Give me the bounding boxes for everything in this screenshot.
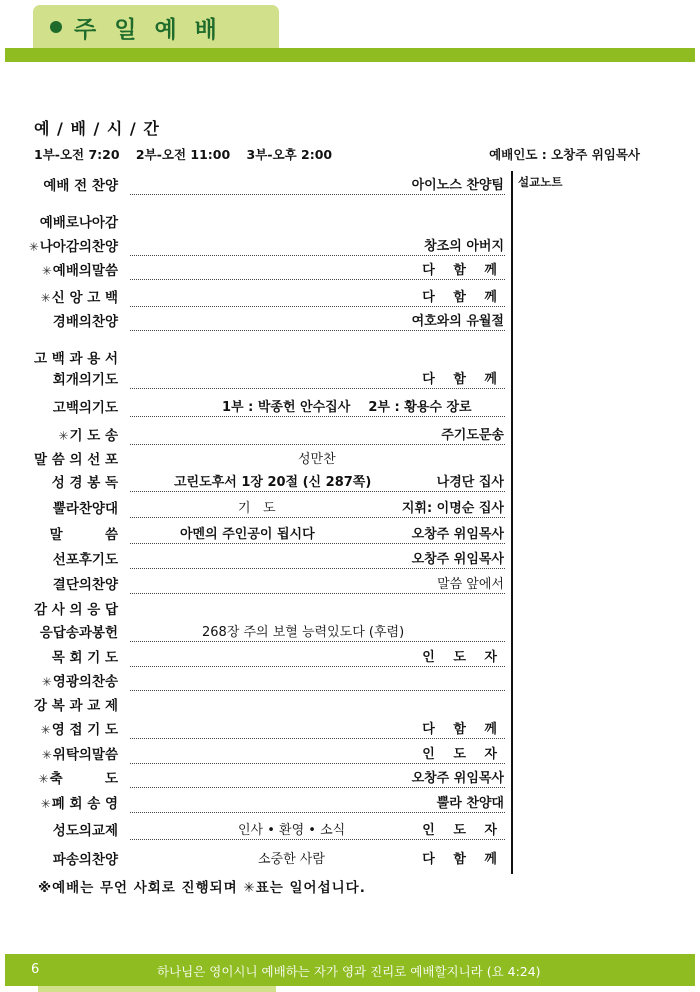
order-label bbox=[53, 573, 118, 593]
order-detail: 인사 • 환영 • 소식 bbox=[238, 823, 346, 838]
page-title-text: 주 일 예 배 bbox=[74, 17, 222, 43]
bullet-icon bbox=[50, 21, 62, 33]
order-label-text: 고 백 과 용 서 bbox=[33, 351, 118, 367]
order-label-text: 예배의말씀 bbox=[52, 263, 118, 279]
order-row bbox=[0, 570, 510, 594]
order-label bbox=[53, 368, 118, 388]
order-detail: 성만찬 bbox=[298, 452, 336, 467]
order-label-text: 성 경 봉 독 bbox=[51, 475, 118, 491]
order-person: 다 함 께 bbox=[422, 852, 504, 867]
order-row bbox=[0, 283, 510, 307]
order-label bbox=[40, 621, 118, 641]
star-icon: ✳ bbox=[28, 240, 39, 254]
order-row bbox=[0, 208, 510, 232]
order-person: 다 함 께 bbox=[422, 722, 504, 737]
order-label-text: 결단의찬양 bbox=[52, 577, 118, 593]
worship-leader: 예배인도 : 오창주 위임목사 bbox=[489, 147, 640, 162]
order-person: 뿔라 찬양대 bbox=[436, 796, 504, 811]
footer-verse: 하나님은 영이시니 예배하는 자가 영과 진리로 예배할지니라 (요 4:24) bbox=[157, 964, 541, 979]
dotted-leader bbox=[130, 517, 505, 518]
order-person: 나경단 집사 bbox=[436, 475, 504, 490]
order-person: 인 도 자 bbox=[422, 823, 504, 838]
order-label-text: 예배 전 찬양 bbox=[43, 178, 118, 194]
order-label-text: 회개의기도 bbox=[52, 372, 118, 388]
order-label-text: 선포후기도 bbox=[52, 552, 118, 568]
dotted-leader bbox=[130, 568, 505, 569]
order-label bbox=[34, 598, 118, 618]
dotted-leader bbox=[130, 543, 505, 544]
page-number: 6 bbox=[31, 962, 40, 977]
order-row bbox=[0, 845, 510, 869]
order-detail: 1부 : 박종헌 안수집사 2부 : 황용수 장로 bbox=[222, 400, 472, 415]
star-icon: ✳ bbox=[41, 675, 52, 689]
star-icon: ✳ bbox=[41, 264, 52, 278]
order-person: 창조의 아버지 bbox=[424, 239, 504, 254]
dotted-leader bbox=[130, 330, 505, 331]
order-label bbox=[52, 471, 118, 491]
order-detail: 고린도후서 1장 20절 (신 287쪽) bbox=[174, 475, 372, 490]
page-title bbox=[50, 11, 222, 44]
order-row bbox=[0, 764, 510, 788]
dotted-leader bbox=[130, 388, 505, 389]
order-person: 다 함 께 bbox=[422, 372, 504, 387]
order-person: 인 도 자 bbox=[422, 747, 504, 762]
sermon-notes-label: 설교노트 bbox=[518, 175, 563, 189]
order-label-text: 고백의기도 bbox=[52, 400, 118, 416]
order-person: 오창주 위임목사 bbox=[411, 552, 504, 567]
order-label-text: 예배로나아감 bbox=[39, 215, 118, 231]
dotted-leader bbox=[130, 491, 505, 492]
order-label bbox=[50, 523, 118, 543]
order-label bbox=[41, 718, 118, 738]
order-label bbox=[58, 424, 118, 444]
footnote-text-end: 표는 일어섭니다. bbox=[255, 880, 366, 896]
order-label-text: 감 사 의 응 답 bbox=[33, 602, 118, 618]
dotted-leader bbox=[130, 593, 505, 594]
order-person: 주기도문송 bbox=[441, 428, 504, 443]
order-row bbox=[0, 595, 510, 619]
order-row bbox=[0, 740, 510, 764]
star-icon: ✳ bbox=[41, 748, 52, 762]
order-person: 지휘: 이명순 집사 bbox=[401, 501, 504, 516]
order-row bbox=[0, 256, 510, 280]
order-label-text: 경배의찬양 bbox=[52, 314, 118, 330]
order-person: 인 도 자 bbox=[422, 650, 504, 665]
order-person: 오창주 위임목사 bbox=[411, 527, 504, 542]
service-time-2: 2부-오전 11:00 bbox=[135, 147, 231, 162]
order-label bbox=[40, 211, 118, 231]
dotted-leader bbox=[130, 812, 505, 813]
order-row bbox=[0, 421, 510, 445]
order-row bbox=[0, 667, 510, 691]
order-label-text: 신 앙 고 백 bbox=[51, 290, 118, 306]
header-bar bbox=[5, 48, 695, 62]
order-person: 아이노스 찬양팀 bbox=[411, 178, 504, 193]
order-label bbox=[42, 259, 118, 279]
order-label bbox=[53, 497, 118, 517]
order-label bbox=[34, 347, 118, 367]
order-label-text: 위탁의말씀 bbox=[52, 747, 118, 763]
order-row bbox=[0, 393, 510, 417]
star-icon: ✳ bbox=[40, 797, 51, 811]
order-label-text: 영 접 기 도 bbox=[51, 722, 118, 738]
order-row bbox=[0, 643, 510, 667]
order-label bbox=[29, 235, 118, 255]
order-label-text: 파송의찬양 bbox=[52, 852, 118, 868]
order-row bbox=[0, 494, 510, 518]
order-row bbox=[0, 618, 510, 642]
dotted-leader bbox=[130, 194, 505, 195]
dotted-leader bbox=[130, 738, 505, 739]
order-label bbox=[53, 548, 118, 568]
footer-bar bbox=[5, 954, 695, 986]
order-person: 다 함 께 bbox=[422, 290, 504, 305]
order-detail: 268장 주의 보혈 능력있도다 (후렴) bbox=[202, 625, 405, 640]
order-label-text: 응답송과봉헌 bbox=[39, 625, 118, 641]
star-icon: ✳ bbox=[243, 880, 256, 896]
dotted-leader bbox=[130, 839, 505, 840]
order-label-text: 목 회 기 도 bbox=[51, 650, 118, 666]
service-time-3: 3부-오후 2:00 bbox=[246, 147, 333, 162]
order-label bbox=[42, 670, 118, 690]
order-row bbox=[0, 445, 510, 469]
order-row bbox=[0, 520, 510, 544]
order-label-text: 뿔라찬양대 bbox=[52, 501, 118, 517]
order-label-text: 말 씀 bbox=[49, 527, 118, 543]
order-label bbox=[39, 767, 118, 787]
section-title: 예 / 배 / 시 / 간 bbox=[34, 119, 160, 138]
order-row bbox=[0, 468, 510, 492]
order-label-text: 나아감의찬양 bbox=[39, 239, 118, 255]
dotted-leader bbox=[130, 787, 505, 788]
service-times bbox=[34, 145, 344, 163]
order-label bbox=[42, 743, 118, 763]
order-label-text: 성도의교제 bbox=[52, 823, 118, 839]
order-label bbox=[34, 694, 118, 714]
order-person: 다 함 께 bbox=[422, 263, 504, 278]
order-detail: 기 도 bbox=[238, 501, 276, 516]
order-row bbox=[0, 715, 510, 739]
order-label bbox=[53, 819, 118, 839]
star-icon: ✳ bbox=[40, 291, 51, 305]
order-label-text: 영광의찬송 bbox=[52, 674, 118, 690]
order-person: 말씀 앞에서 bbox=[437, 577, 504, 592]
order-row bbox=[0, 816, 510, 840]
star-icon: ✳ bbox=[58, 429, 69, 443]
footnote-text: ※예배는 무언 사회로 진행되며 bbox=[38, 880, 244, 896]
order-row bbox=[0, 307, 510, 331]
order-row bbox=[0, 171, 510, 195]
column-divider bbox=[511, 171, 513, 874]
order-label bbox=[41, 792, 118, 812]
order-row bbox=[0, 691, 510, 715]
star-icon: ✳ bbox=[40, 723, 51, 737]
order-label-text: 강 복 과 교 제 bbox=[33, 698, 118, 714]
order-detail: 소중한 사람 bbox=[258, 852, 325, 867]
footnote bbox=[38, 876, 366, 896]
order-label-text: 폐 회 송 영 bbox=[51, 796, 118, 812]
order-label bbox=[41, 286, 118, 306]
order-label bbox=[34, 448, 118, 468]
order-label bbox=[43, 174, 118, 194]
order-person: 여호와의 유월절 bbox=[411, 314, 504, 329]
order-label bbox=[53, 848, 118, 868]
order-detail: 아멘의 주인공이 됩시다 bbox=[180, 527, 315, 542]
dotted-leader bbox=[130, 641, 505, 642]
dotted-leader bbox=[130, 416, 505, 417]
order-label bbox=[52, 646, 118, 666]
order-row bbox=[0, 789, 510, 813]
service-time-1: 1부-오전 7:20 bbox=[34, 147, 120, 162]
order-label-text: 말 씀 의 선 포 bbox=[33, 452, 118, 468]
order-row bbox=[0, 232, 510, 256]
order-label bbox=[53, 310, 118, 330]
order-label-text: 기 도 송 bbox=[69, 428, 118, 444]
footer-tab bbox=[38, 986, 276, 992]
order-person: 오창주 위임목사 bbox=[411, 771, 504, 786]
order-row bbox=[0, 545, 510, 569]
dotted-leader bbox=[130, 279, 505, 280]
star-icon: ✳ bbox=[38, 772, 49, 786]
order-label-text: 축 도 bbox=[49, 771, 118, 787]
order-row bbox=[0, 365, 510, 389]
order-label bbox=[53, 396, 118, 416]
